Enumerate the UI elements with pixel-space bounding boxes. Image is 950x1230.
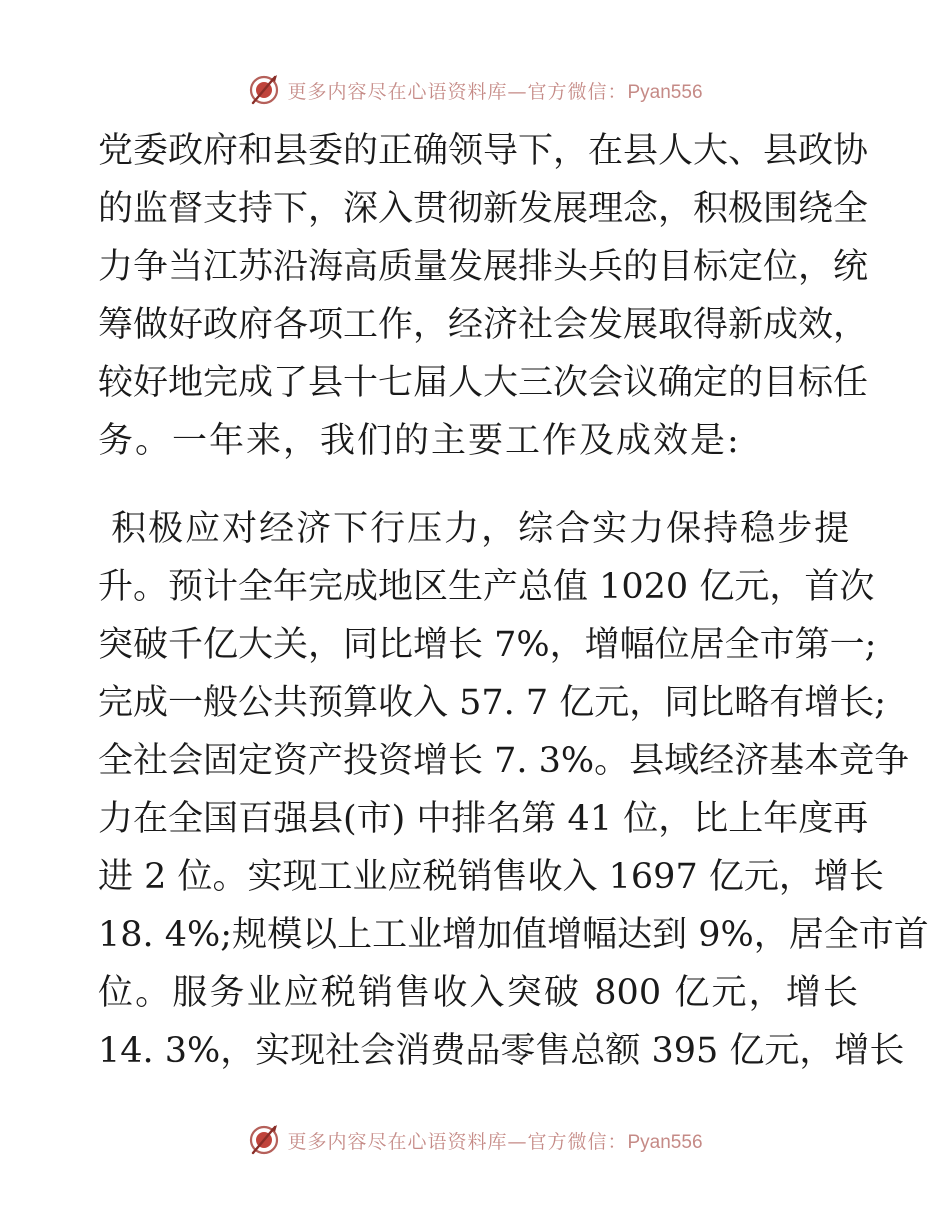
text-line: 完成一般公共预算收入 57. 7 亿元，同比略有增长; [98,683,887,723]
text-line: 14. 3%，实现社会消费品零售总额 395 亿元，增长 [98,1031,905,1071]
watermark-wechat-id: Pyan556 [627,1131,703,1153]
quill-logo-icon [247,1123,281,1157]
watermark-slogan: 更多内容尽在心语资料库—官方微信： [287,1130,628,1153]
watermark-text [287,1127,702,1154]
text-line: 18. 4%;规模以上工业增加值增幅达到 9%，居全市首 [98,915,929,955]
paragraph-1 [98,122,869,470]
text-line: 全社会固定资产投资增长 7. 3%。县域经济基本竞争 [98,741,910,781]
text-line: 突破千亿大关，同比增长 7%，增幅位居全市第一; [98,625,877,665]
text-line: 力在全国百强县(市) 中排名第 41 位，比上年度再 [98,799,869,839]
watermark-footer [0,1120,950,1160]
text-line: 积极应对经济下行压力，综合实力保持稳步提 [98,509,852,549]
text-line: 进 2 位。实现工业应税销售收入 1697 亿元，增长 [98,857,884,897]
text-line: 党委政府和县委的正确领导下，在县人大、县政协 [98,131,869,171]
paragraph-2 [98,500,929,1080]
text-line: 升。预计全年完成地区生产总值 1020 亿元，首次 [98,567,875,607]
watermark-text [287,77,702,104]
watermark-header [0,70,950,110]
text-line: 位。服务业应税销售收入突破 800 亿元，增长 [98,973,858,1013]
watermark-slogan: 更多内容尽在心语资料库—官方微信： [287,80,628,103]
text-line: 的监督支持下，深入贯彻新发展理念，积极围绕全 [98,189,869,229]
text-line: 较好地完成了县十七届人大三次会议确定的目标任 [98,363,869,403]
watermark-wechat-id: Pyan556 [627,81,703,103]
document-body [98,122,929,1080]
paragraph-spacer [98,470,858,500]
text-line: 筹做好政府各项工作，经济社会发展取得新成效， [98,305,869,345]
text-line: 力争当江苏沿海高质量发展排头兵的目标定位，统 [98,247,869,287]
text-line: 务。一年来，我们的主要工作及成效是: [98,421,741,461]
quill-logo-icon [247,73,281,107]
